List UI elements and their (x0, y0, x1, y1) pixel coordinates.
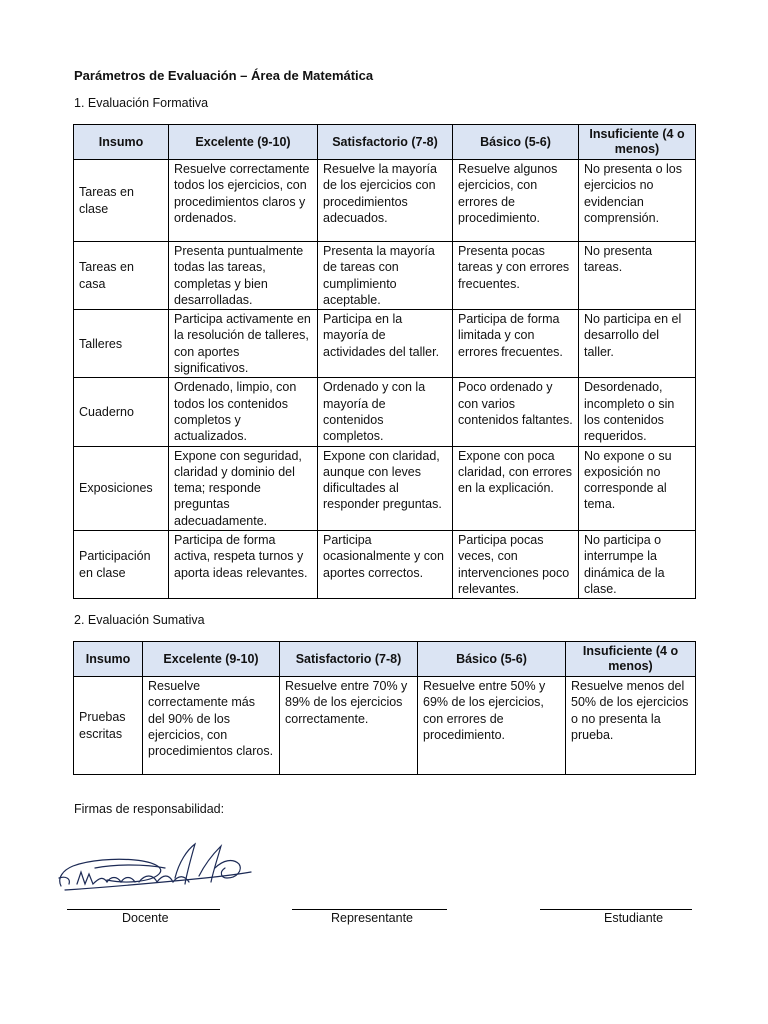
insumo-cell: Participación en clase (74, 531, 169, 599)
insuficiente-cell: No expone o su exposición no corresponde al tema. (579, 446, 696, 530)
insuficiente-cell: Resuelve menos del 50% de los ejercicios o no presenta la prueba. (566, 677, 696, 775)
sumativa-table (73, 641, 696, 775)
satisfactorio-cell: Expone con claridad, aunque con leves dificultades al responder preguntas. (318, 446, 453, 530)
satisfactorio-cell: Presenta la mayoría de tareas con cumplimiento aceptable. (318, 242, 453, 310)
signature-label-representante: Representante (331, 911, 414, 925)
header-insuficiente: Insuficiente (4 o menos) (566, 642, 696, 677)
insumo-cell: Tareas en clase (74, 160, 169, 242)
excelente-cell: Presenta puntualmente todas las tareas, completas y bien desarrolladas. (169, 242, 318, 310)
basico-cell: Presenta pocas tareas y con errores frecuentes. (453, 242, 579, 310)
satisfactorio-cell: Ordenado y con la mayoría de contenidos completos. (318, 378, 453, 446)
basico-cell: Resuelve entre 50% y 69% de los ejercicios, con errores de procedimiento. (418, 677, 566, 775)
insumo-cell: Exposiciones (74, 446, 169, 530)
satisfactorio-cell: Participa en la mayoría de actividades del taller. (318, 310, 453, 378)
satisfactorio-cell: Participa ocasionalmente y con aportes correctos. (318, 531, 453, 599)
section-title-sumativa: 2. Evaluación Sumativa (74, 613, 205, 627)
excelente-cell: Participa activamente en la resolución de talleres, con aportes significativos. (169, 310, 318, 378)
insuficiente-cell: No participa en el desarrollo del taller. (579, 310, 696, 378)
table-row (74, 531, 696, 599)
signatures-heading: Firmas de responsabilidad: (74, 802, 225, 816)
header-insumo: Insumo (74, 125, 169, 160)
basico-cell: Participa pocas veces, con intervenciones poco relevantes. (453, 531, 579, 599)
formativa-table (73, 124, 696, 599)
header-insuficiente: Insuficiente (4 o menos) (579, 125, 696, 160)
basico-cell: Poco ordenado y con varios contenidos faltantes. (453, 378, 579, 446)
insumo-cell: Tareas en casa (74, 242, 169, 310)
insuficiente-cell: No presenta o los ejercicios no evidencian comprensión. (579, 160, 696, 242)
insuficiente-cell: Desordenado, incompleto o sin los contenidos requeridos. (579, 378, 696, 446)
table-row (74, 677, 696, 775)
basico-cell: Participa de forma limitada y con errores frecuentes. (453, 310, 579, 378)
insuficiente-cell: No participa o interrumpe la dinámica de la clase. (579, 531, 696, 599)
insumo-cell: Talleres (74, 310, 169, 378)
handwritten-signature (55, 838, 260, 900)
insumo-cell: Pruebas escritas (74, 677, 143, 775)
excelente-cell: Expone con seguridad, claridad y dominio del tema; responde preguntas adecuadamente. (169, 446, 318, 530)
section-title-formativa: 1. Evaluación Formativa (74, 96, 209, 110)
insuficiente-cell: No presenta tareas. (579, 242, 696, 310)
basico-cell: Resuelve algunos ejercicios, con errores de procedimiento. (453, 160, 579, 242)
satisfactorio-cell: Resuelve la mayoría de los ejercicios con procedimientos adecuados. (318, 160, 453, 242)
insumo-cell: Cuaderno (74, 378, 169, 446)
signature-line-docente (67, 909, 220, 910)
excelente-cell: Resuelve correctamente todos los ejercicios, con procedimientos claros y ordenados. (169, 160, 318, 242)
table-header-row (74, 125, 696, 160)
table-row (74, 378, 696, 446)
table-row (74, 446, 696, 530)
excelente-cell: Participa de forma activa, respeta turnos y aporta ideas relevantes. (169, 531, 318, 599)
header-excelente: Excelente (9-10) (143, 642, 280, 677)
page-title: Parámetros de Evaluación – Área de Matemática (74, 68, 374, 83)
header-insumo: Insumo (74, 642, 143, 677)
signature-label-estudiante: Estudiante (604, 911, 664, 925)
table-header-row (74, 642, 696, 677)
excelente-cell: Ordenado, limpio, con todos los contenidos completos y actualizados. (169, 378, 318, 446)
excelente-cell: Resuelve correctamente más del 90% de los ejercicios, con procedimientos claros. (143, 677, 280, 775)
header-satisfactorio: Satisfactorio (7-8) (280, 642, 418, 677)
header-basico: Básico (5-6) (453, 125, 579, 160)
table-row (74, 310, 696, 378)
table-row (74, 160, 696, 242)
signature-line-representante (292, 909, 447, 910)
header-satisfactorio: Satisfactorio (7-8) (318, 125, 453, 160)
satisfactorio-cell: Resuelve entre 70% y 89% de los ejercicios correctamente. (280, 677, 418, 775)
header-excelente: Excelente (9-10) (169, 125, 318, 160)
signature-label-docente: Docente (122, 911, 169, 925)
header-basico: Básico (5-6) (418, 642, 566, 677)
signature-line-estudiante (540, 909, 692, 910)
table-row (74, 242, 696, 310)
basico-cell: Expone con poca claridad, con errores en la explicación. (453, 446, 579, 530)
